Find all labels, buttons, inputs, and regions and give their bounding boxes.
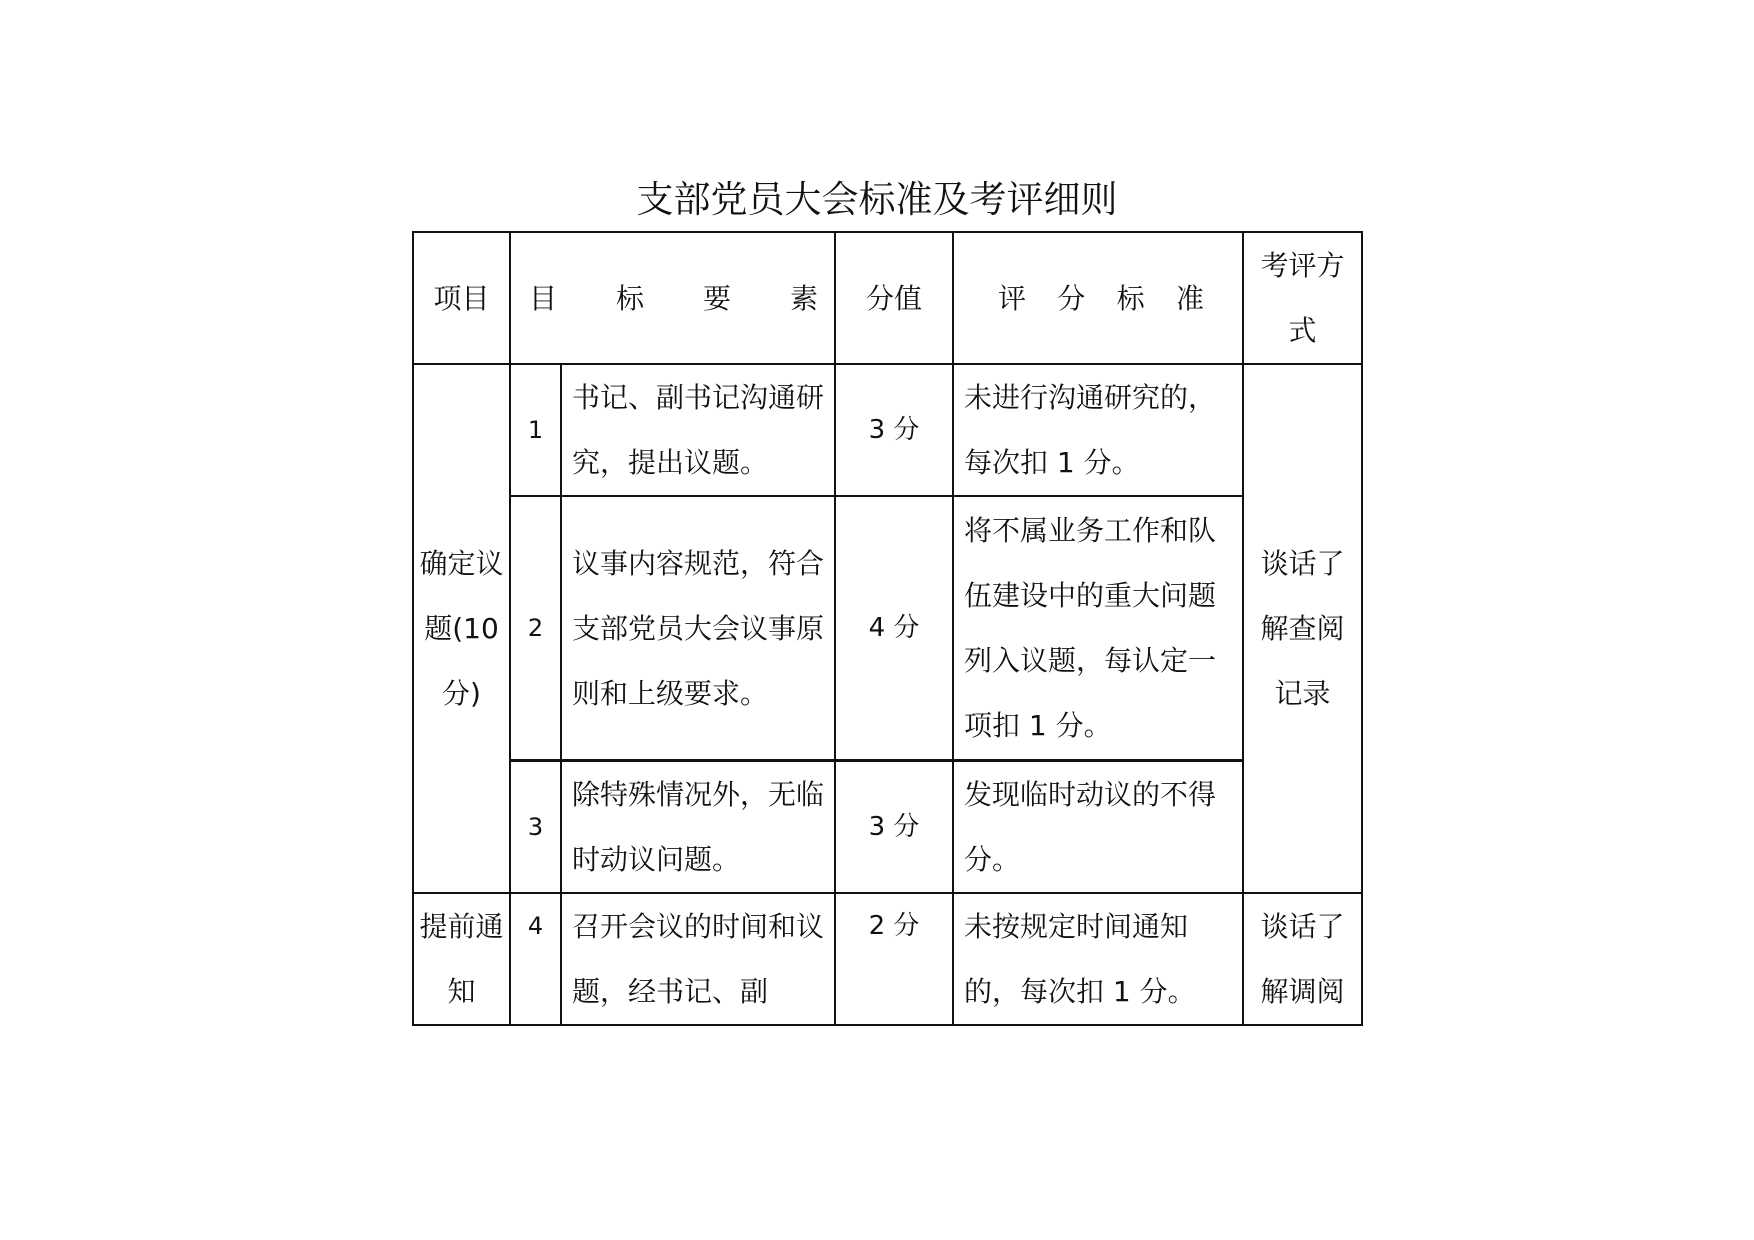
group-item-label: 提前通知 [419, 910, 504, 1008]
table-row [413, 893, 1362, 1025]
header-criteria-char: 分 [1057, 281, 1086, 315]
group-method-label: 谈话了解查阅记录 [1260, 547, 1345, 710]
row-score: 3 分 [835, 364, 953, 496]
header-criteria-char: 标 [1116, 281, 1145, 315]
header-row [413, 232, 1362, 364]
group-method-cell [1243, 364, 1362, 893]
header-criteria-char: 准 [1175, 281, 1204, 315]
table-row [413, 761, 1362, 894]
group-method-cell [1243, 893, 1362, 1025]
table-row [413, 364, 1362, 496]
header-value: 分值 [835, 232, 953, 364]
row-element: 除特殊情况外，无临时动议问题。 [561, 761, 835, 894]
header-elements [510, 232, 835, 364]
header-elements-char: 要 [702, 281, 731, 315]
row-score: 4 分 [835, 496, 953, 761]
header-elements-char: 素 [789, 281, 818, 315]
header-item: 项目 [413, 232, 510, 364]
row-element: 书记、副书记沟通研究，提出议题。 [561, 364, 835, 496]
row-element: 召开会议的时间和议题，经书记、副 [561, 893, 835, 1025]
row-number: 4 [510, 893, 561, 1025]
row-criteria: 将不属业务工作和队伍建设中的重大问题列入议题，每认定一项扣 1 分。 [953, 496, 1243, 761]
group-item-cell [413, 893, 510, 1025]
header-elements-char: 标 [615, 281, 644, 315]
group-item-cell [413, 364, 510, 893]
row-number: 1 [510, 364, 561, 496]
row-score: 2 分 [835, 893, 953, 1025]
row-number: 2 [510, 496, 561, 761]
group-method-label: 谈话了解调阅 [1260, 910, 1345, 1008]
row-criteria: 发现临时动议的不得分。 [953, 761, 1243, 894]
header-method: 考评方式 [1243, 232, 1362, 364]
table-row [413, 496, 1362, 761]
row-criteria: 未进行沟通研究的，每次扣 1 分。 [953, 364, 1243, 496]
evaluation-table [412, 231, 1363, 1026]
row-score: 3 分 [835, 761, 953, 894]
header-elements-char: 目 [529, 281, 558, 315]
row-criteria: 未按规定时间通知的，每次扣 1 分。 [953, 893, 1243, 1025]
group-item-label: 确定议题(10分) [419, 547, 504, 710]
header-criteria-char: 评 [998, 281, 1027, 315]
header-criteria [953, 232, 1243, 364]
row-element: 议事内容规范，符合支部党员大会议事原则和上级要求。 [561, 496, 835, 761]
document-title: 支部党员大会标准及考评细则 [636, 178, 1118, 221]
row-number: 3 [510, 761, 561, 894]
